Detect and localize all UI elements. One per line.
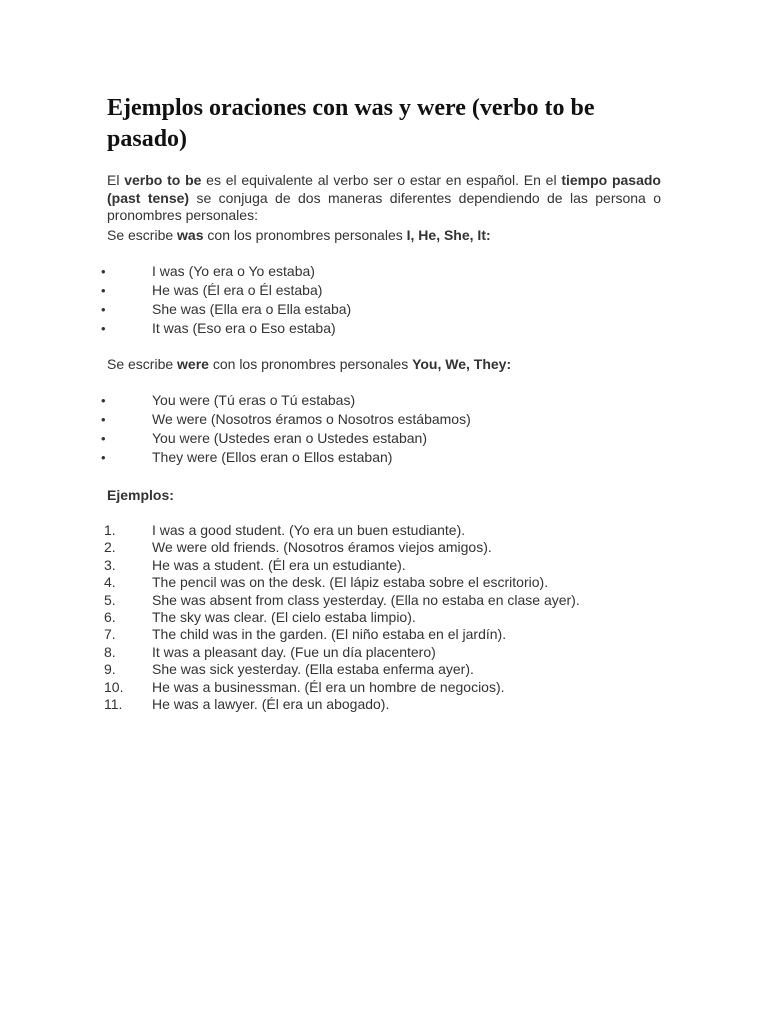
list-number: 8. [104,643,116,660]
list-item-text: She was (Ella era o Ella estaba) [152,301,352,317]
list-item-text: It was a pleasant day. (Fue un día placentero) [152,643,436,660]
list-item-text: He was (Él era o Él estaba) [152,282,323,298]
document-title: Ejemplos oraciones con was y were (verbo to be pasado) [107,95,595,152]
list-item-text: He was a businessman. (Él era un hombre de negocios). [152,678,505,695]
list-number: 7. [104,626,116,643]
list-item-text: He was a student. (Él era un estudiante). [152,556,406,573]
list-number: 2. [104,539,116,556]
intro-paragraph [107,172,661,225]
were-rule-text-2: con los pronombres personales [208,356,413,372]
list-item-text: We were (Nosotros éramos o Nosotros estábamos) [152,411,471,427]
were-rule-line [107,356,511,374]
intro-text-3: se conjuga de dos maneras diferentes dependiendo de las persona o pronombres personales: [107,189,662,223]
list-item-text: You were (Tú eras o Tú estabas) [152,392,356,408]
list-item-text: She was absent from class yesterday. (Ella no estaba en clase ayer). [152,591,580,608]
list-item-text: They were (Ellos eran o Ellos estaban) [152,449,393,465]
were-rule-bold-2: You, We, They: [412,356,512,372]
list-item-text: He was a lawyer. (Él era un abogado). [152,695,390,712]
was-rule-text-1: Se escribe [107,227,178,243]
list-number: 9. [104,661,116,678]
bullet-icon: • [101,393,106,408]
list-item-text: I was (Yo era o Yo estaba) [152,263,315,279]
list-number: 5. [104,591,116,608]
intro-text-2: es el equivalente al verbo ser o estar en español. En el [201,172,562,188]
list-item-text: I was a good student. (Yo era un buen estudiante). [152,522,466,538]
list-number: 11. [104,695,123,712]
bullet-icon: • [101,450,106,465]
was-rule-text-2: con los pronombres personales [203,227,407,243]
intro-text-1: El [107,172,125,188]
list-number: 1. [104,522,116,538]
intro-bold-2: tiempo pasado (past tense) [107,172,661,206]
list-number: 3. [104,556,116,573]
was-rule-bold-2: I, He, She, It: [406,227,491,243]
list-number: 6. [104,608,116,625]
bullet-icon: • [101,264,106,279]
were-rule-bold-1: were [177,356,209,372]
was-rule-line [107,227,491,245]
list-item-text: It was (Eso era o Eso estaba) [152,320,336,336]
list-item-text: You were (Ustedes eran o Ustedes estaban) [152,430,427,446]
list-number: 4. [104,574,116,591]
bullet-icon: • [101,283,106,298]
list-item-text: She was sick yesterday. (Ella estaba enferma ayer). [152,661,474,678]
list-item-text: We were old friends. (Nosotros éramos viejos amigos). [152,539,492,556]
bullet-icon: • [101,321,106,336]
were-rule-text-1: Se escribe [107,356,178,372]
intro-bold-1: verbo to be [124,172,202,188]
was-rule-bold-1: was [177,227,204,243]
bullet-icon: • [101,412,106,427]
list-item-text: The pencil was on the desk. (El lápiz estaba sobre el escritorio). [152,574,549,591]
list-item-text: The child was in the garden. (El niño estaba en el jardín). [152,626,507,643]
list-item-text: The sky was clear. (El cielo estaba limpio). [152,608,416,625]
list-number: 10. [104,678,124,695]
examples-heading: Ejemplos: [107,487,174,503]
bullet-icon: • [101,431,106,446]
bullet-icon: • [101,302,106,317]
